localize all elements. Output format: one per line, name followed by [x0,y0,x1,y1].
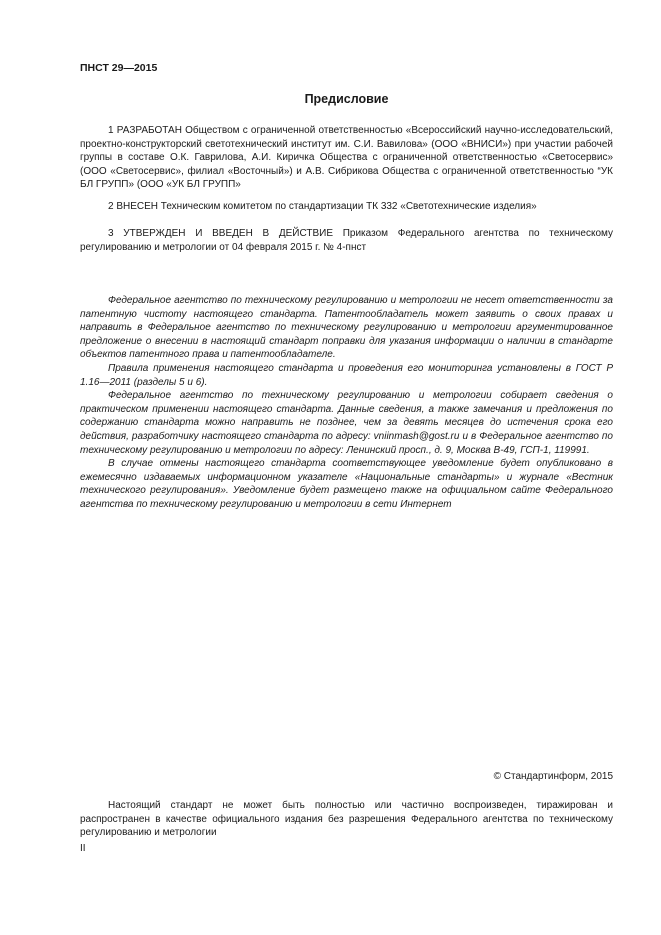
notice-paragraph-feedback: Федеральное агентство по техническому регулированию и метрологии собирает сведения о практическом применении настоящего стандарта. Данные сведения, а также замечания и предложения по содержанию стандарта можно направить не позднее, чем за девять месяцев до истечения срока его действия, разработчику настоящего стандарта по адресу: vniinmash@gost.ru и в Федеральное агентство по техническому регулированию и метрологии по адресу: Ленинский просп., д. 9, Москва В-49, ГСП-1, 119991. [80,390,613,456]
preface-item-approved: 3 УТВЕРЖДЕН И ВВЕДЕН В ДЕЙСТВИЕ Приказом Федерального агентства по техническому регулированию и метрологии от 04 февраля 2015 г. № 4-пнст [80,228,613,253]
notice-paragraph-cancellation: В случае отмены настоящего стандарта соответствующее уведомление будет опубликовано в ежемесячно издаваемых информационном указателе «Национальные стандарты» и журнале «Вестник технического регулирования». Уведомление будет размещено также на официальном сайте Федерального агентства по техническому регулированию и метрологии в сети Интернет [80,458,613,510]
page-number: II [80,843,86,854]
notice-paragraph-patent: Федеральное агентство по техническому регулированию и метрологии не несет ответственности за патентную чистоту настоящего стандарта. Патентообладатель может заявить о своих правах и направить в Федеральное агентство по техническому регулированию и метрологии аргументированное предложение о внесении в настоящий стандарт поправки для указания информации о наличии в стандарте объектов патентного права и патентообладателе. [80,295,613,361]
patent-notice [80,294,613,512]
copyright: © Стандартинформ, 2015 [493,771,613,782]
notice-paragraph-rules: Правила применения настоящего стандарта и проведения его мониторинга установлены в ГОСТ Р 1.16—2011 (разделы 5 и 6). [80,362,613,388]
preface-item-introduced: 2 ВНЕСЕН Техническим комитетом по стандартизации ТК 332 «Светотехнические изделия» [108,201,537,212]
preface-title: Предисловие [304,92,389,106]
document-code: ПНСТ 29—2015 [80,62,158,74]
preface-item-developed: 1 РАЗРАБОТАН Обществом с ограниченной ответственностью «Всероссийский научно-исследовательский, проектно-конструкторский светотехнический институт им. С.И. Вавилова» (ООО «ВНИСИ») при участии рабочей группы в составе О.К. Гаврилова, А.И. Киричка Общества с ограниченной ответственностью «Светосервис» (ООО «Светосервис», филиал «Восточный») и А.В. Сибрикова Общества с ограниченной ответственностью “УК БЛ ГРУПП» (ООО «УК БЛ ГРУПП» [80,125,613,191]
legal-notice: Настоящий стандарт не может быть полностью или частично воспроизведен, тиражирован и распространен в качестве официального издания без разрешения Федерального агентства по техническому регулированию и метрологии [80,800,613,839]
